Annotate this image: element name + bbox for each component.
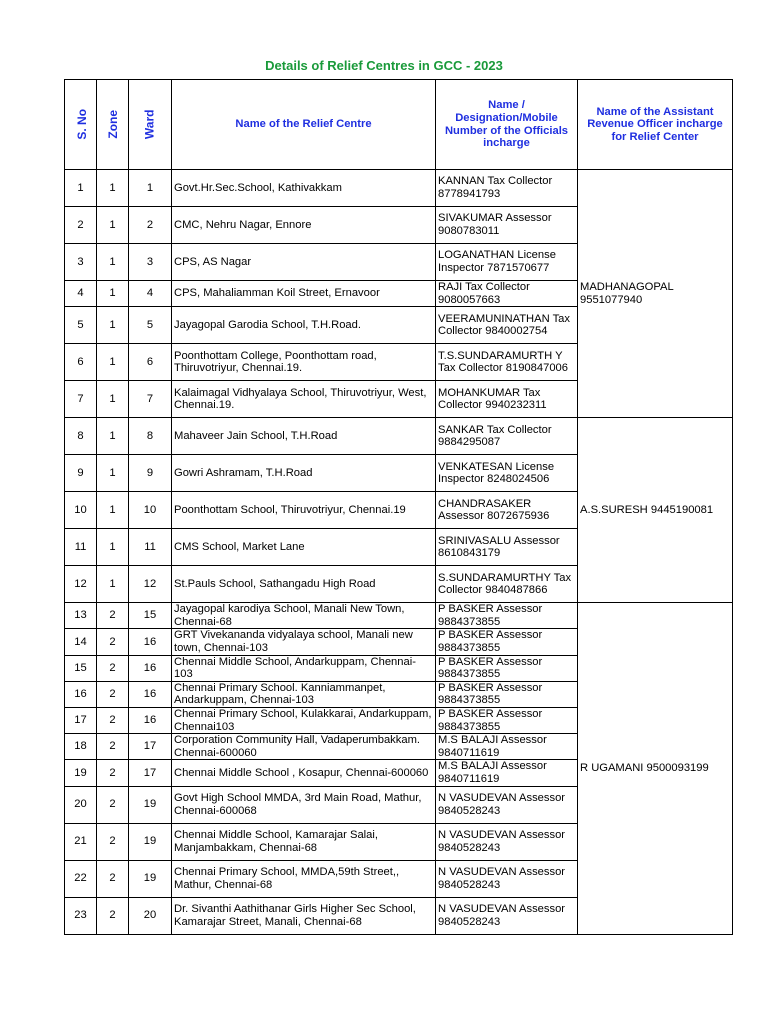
cell-sno: 22 — [65, 860, 97, 897]
cell-sno: 17 — [65, 707, 97, 733]
cell-official: M.S BALAJI Assessor 9840711619 — [436, 734, 578, 760]
cell-centre: CPS, AS Nagar — [172, 244, 436, 281]
cell-official: SRINIVASALU Assessor 8610843179 — [436, 529, 578, 566]
cell-zone: 2 — [97, 734, 129, 760]
cell-aro: A.S.SURESH 9445190081 — [578, 418, 733, 603]
cell-centre: Jayagopal Garodia School, T.H.Road. — [172, 307, 436, 344]
cell-centre: Chennai Middle School, Kamarajar Salai, Manjambakkam, Chennai-68 — [172, 823, 436, 860]
cell-aro: MADHANAGOPAL 9551077940 — [578, 170, 733, 418]
cell-centre: CMC, Nehru Nagar, Ennore — [172, 207, 436, 244]
cell-official: P BASKER Assessor 9884373855 — [436, 603, 578, 629]
cell-ward: 17 — [129, 734, 172, 760]
cell-ward: 16 — [129, 629, 172, 655]
cell-centre: CPS, Mahaliamman Koil Street, Ernavoor — [172, 281, 436, 307]
cell-zone: 2 — [97, 655, 129, 681]
cell-zone: 1 — [97, 492, 129, 529]
cell-zone: 1 — [97, 418, 129, 455]
cell-ward: 19 — [129, 786, 172, 823]
cell-official: VEERAMUNINATHAN Tax Collector 9840002754 — [436, 307, 578, 344]
cell-sno: 11 — [65, 529, 97, 566]
cell-centre: Chennai Primary School. Kanniammanpet, Andarkuppam, Chennai-103 — [172, 681, 436, 707]
table-row — [65, 603, 733, 629]
cell-ward: 12 — [129, 566, 172, 603]
cell-zone: 1 — [97, 455, 129, 492]
cell-ward: 20 — [129, 897, 172, 934]
cell-sno: 23 — [65, 897, 97, 934]
cell-ward: 3 — [129, 244, 172, 281]
cell-sno: 13 — [65, 603, 97, 629]
cell-sno: 20 — [65, 786, 97, 823]
cell-ward: 7 — [129, 381, 172, 418]
cell-zone: 1 — [97, 381, 129, 418]
cell-ward: 15 — [129, 603, 172, 629]
cell-sno: 3 — [65, 244, 97, 281]
cell-zone: 2 — [97, 897, 129, 934]
cell-centre: Mahaveer Jain School, T.H.Road — [172, 418, 436, 455]
cell-sno: 8 — [65, 418, 97, 455]
cell-ward: 16 — [129, 655, 172, 681]
cell-centre: Chennai Primary School, MMDA,59th Street,, Mathur, Chennai-68 — [172, 860, 436, 897]
cell-zone: 2 — [97, 707, 129, 733]
cell-centre: Poonthottam School, Thiruvotriyur, Chennai.19 — [172, 492, 436, 529]
cell-official: CHANDRASAKER Assessor 8072675936 — [436, 492, 578, 529]
cell-centre: St.Pauls School, Sathangadu High Road — [172, 566, 436, 603]
header-sno: S. No — [65, 80, 97, 170]
cell-centre: Govt High School MMDA, 3rd Main Road, Mathur, Chennai-600068 — [172, 786, 436, 823]
page-title: Details of Relief Centres in GCC - 2023 — [265, 58, 503, 73]
cell-ward: 1 — [129, 170, 172, 207]
cell-sno: 6 — [65, 344, 97, 381]
cell-official: T.S.SUNDARAMURTH Y Tax Collector 8190847006 — [436, 344, 578, 381]
cell-official: S.SUNDARAMURTHY Tax Collector 9840487866 — [436, 566, 578, 603]
cell-ward: 19 — [129, 860, 172, 897]
cell-centre: Kalaimagal Vidhyalaya School, Thiruvotriyur, West, Chennai.19. — [172, 381, 436, 418]
cell-official: LOGANATHAN License Inspector 7871570677 — [436, 244, 578, 281]
cell-sno: 19 — [65, 760, 97, 786]
cell-sno: 15 — [65, 655, 97, 681]
cell-ward: 10 — [129, 492, 172, 529]
cell-official: N VASUDEVAN Assessor 9840528243 — [436, 786, 578, 823]
cell-sno: 1 — [65, 170, 97, 207]
cell-zone: 1 — [97, 307, 129, 344]
cell-zone: 2 — [97, 603, 129, 629]
table-row — [65, 418, 733, 455]
cell-ward: 16 — [129, 681, 172, 707]
header-aro: Name of the Assistant Revenue Officer incharge for Relief Center — [578, 80, 733, 170]
cell-sno: 5 — [65, 307, 97, 344]
cell-official: KANNAN Tax Collector 8778941793 — [436, 170, 578, 207]
cell-sno: 18 — [65, 734, 97, 760]
cell-centre: Poonthottam College, Poonthottam road, Thiruvotriyur, Chennai.19. — [172, 344, 436, 381]
cell-official: P BASKER Assessor 9884373855 — [436, 707, 578, 733]
cell-ward: 4 — [129, 281, 172, 307]
cell-zone: 1 — [97, 244, 129, 281]
cell-sno: 12 — [65, 566, 97, 603]
cell-centre: Corporation Community Hall, Vadaperumbakkam. Chennai-600060 — [172, 734, 436, 760]
cell-official: M.S BALAJI Assessor 9840711619 — [436, 760, 578, 786]
cell-centre: CMS School, Market Lane — [172, 529, 436, 566]
cell-zone: 1 — [97, 170, 129, 207]
cell-ward: 11 — [129, 529, 172, 566]
cell-centre: Govt.Hr.Sec.School, Kathivakkam — [172, 170, 436, 207]
cell-zone: 1 — [97, 281, 129, 307]
cell-official: SIVAKUMAR Assessor 9080783011 — [436, 207, 578, 244]
cell-ward: 16 — [129, 707, 172, 733]
cell-zone: 2 — [97, 760, 129, 786]
cell-official: N VASUDEVAN Assessor 9840528243 — [436, 860, 578, 897]
cell-sno: 10 — [65, 492, 97, 529]
header-centre: Name of the Relief Centre — [172, 80, 436, 170]
cell-zone: 2 — [97, 629, 129, 655]
cell-zone: 1 — [97, 529, 129, 566]
cell-ward: 2 — [129, 207, 172, 244]
cell-zone: 2 — [97, 860, 129, 897]
cell-centre: Chennai Middle School, Andarkuppam, Chennai-103 — [172, 655, 436, 681]
cell-official: SANKAR Tax Collector 9884295087 — [436, 418, 578, 455]
header-official: Name / Designation/Mobile Number of the Officials incharge — [436, 80, 578, 170]
cell-zone: 1 — [97, 344, 129, 381]
relief-centres-table — [64, 79, 733, 935]
table-row — [65, 170, 733, 207]
cell-ward: 17 — [129, 760, 172, 786]
cell-centre: Chennai Primary School, Kulakkarai, Andarkuppam, Chennai103 — [172, 707, 436, 733]
cell-sno: 2 — [65, 207, 97, 244]
cell-ward: 5 — [129, 307, 172, 344]
cell-zone: 1 — [97, 207, 129, 244]
table-body — [65, 170, 733, 935]
cell-official: N VASUDEVAN Assessor 9840528243 — [436, 823, 578, 860]
cell-sno: 7 — [65, 381, 97, 418]
cell-sno: 21 — [65, 823, 97, 860]
cell-centre: Gowri Ashramam, T.H.Road — [172, 455, 436, 492]
cell-zone: 1 — [97, 566, 129, 603]
cell-centre: Dr. Sivanthi Aathithanar Girls Higher Sec School, Kamarajar Street, Manali, Chennai-68 — [172, 897, 436, 934]
cell-zone: 2 — [97, 681, 129, 707]
cell-official: P BASKER Assessor 9884373855 — [436, 655, 578, 681]
cell-ward: 9 — [129, 455, 172, 492]
header-row — [65, 80, 733, 170]
cell-official: P BASKER Assessor 9884373855 — [436, 681, 578, 707]
cell-official: N VASUDEVAN Assessor 9840528243 — [436, 897, 578, 934]
cell-sno: 9 — [65, 455, 97, 492]
cell-ward: 8 — [129, 418, 172, 455]
cell-sno: 4 — [65, 281, 97, 307]
cell-centre: GRT Vivekananda vidyalaya school, Manali new town, Chennai-103 — [172, 629, 436, 655]
cell-official: RAJI Tax Collector 9080057663 — [436, 281, 578, 307]
cell-ward: 6 — [129, 344, 172, 381]
cell-sno: 16 — [65, 681, 97, 707]
cell-sno: 14 — [65, 629, 97, 655]
cell-official: VENKATESAN License Inspector 8248024506 — [436, 455, 578, 492]
cell-official: MOHANKUMAR Tax Collector 9940232311 — [436, 381, 578, 418]
cell-centre: Chennai Middle School , Kosapur, Chennai-600060 — [172, 760, 436, 786]
cell-zone: 2 — [97, 786, 129, 823]
cell-official: P BASKER Assessor 9884373855 — [436, 629, 578, 655]
header-zone: Zone — [97, 80, 129, 170]
cell-ward: 19 — [129, 823, 172, 860]
cell-centre: Jayagopal karodiya School, Manali New Town, Chennai-68 — [172, 603, 436, 629]
header-ward: Ward — [129, 80, 172, 170]
cell-zone: 2 — [97, 823, 129, 860]
cell-aro: R UGAMANI 9500093199 — [578, 603, 733, 934]
